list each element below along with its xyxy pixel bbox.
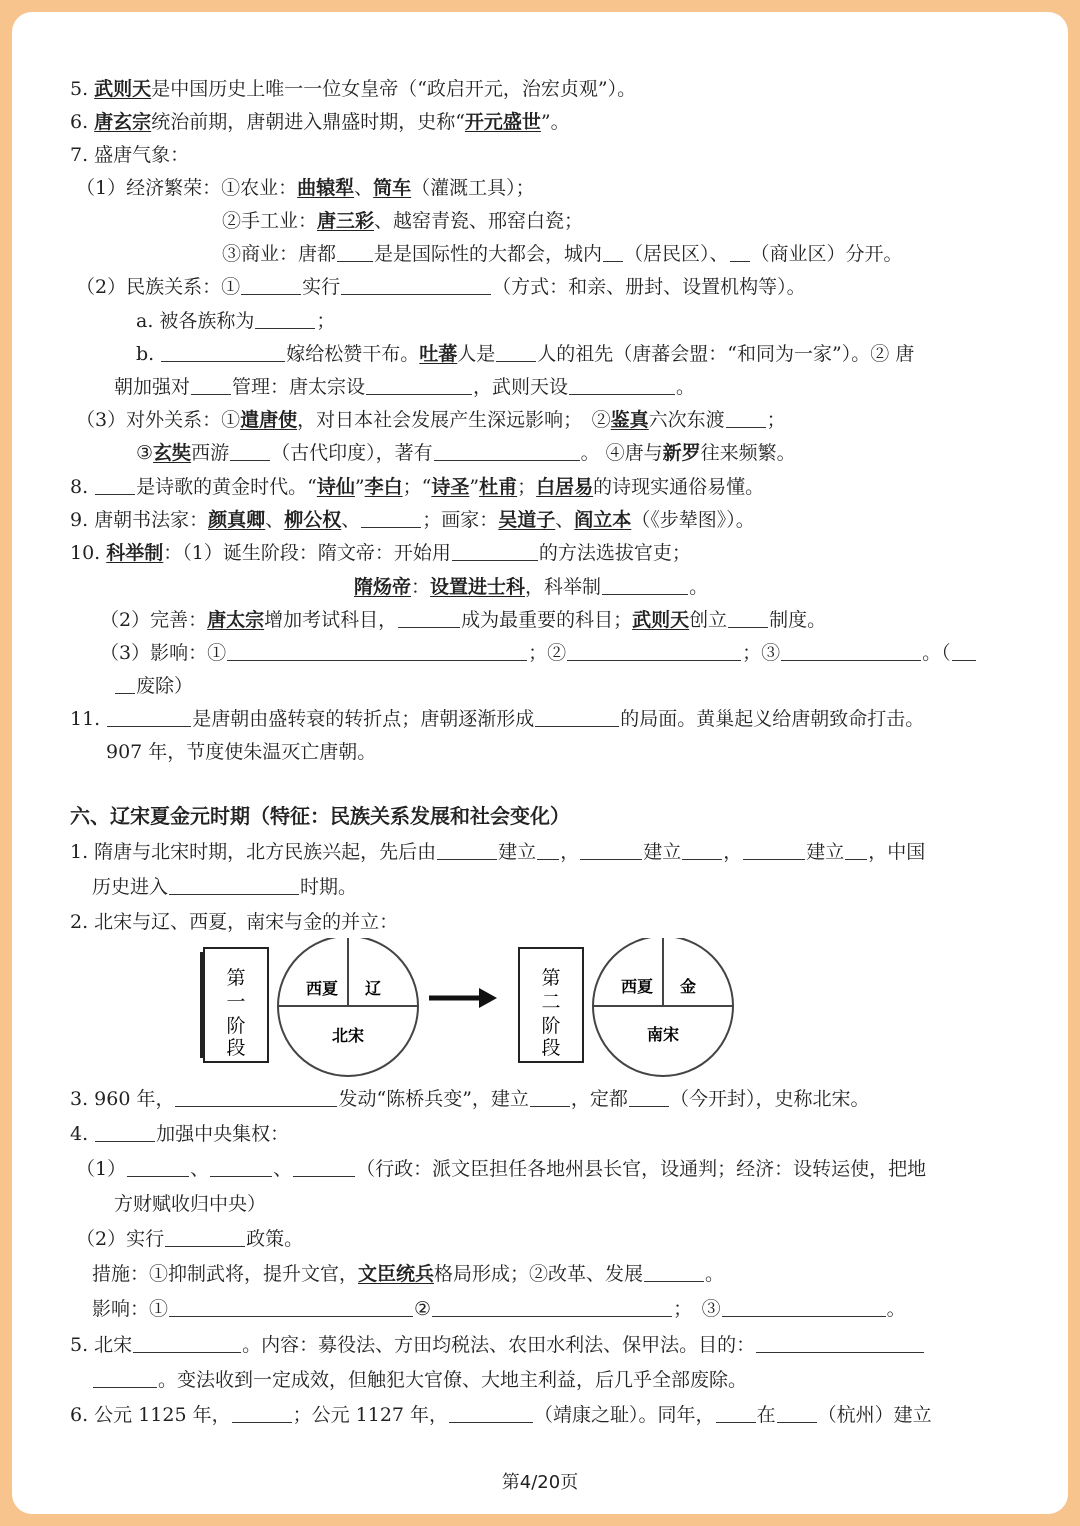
line-7-1: （1）经济繁荣：①农业：曲辕犁、筒车（灌溉工具）；	[76, 177, 535, 199]
stage2-label-b: 二	[541, 991, 561, 1013]
stage2-label-d: 段	[541, 1037, 561, 1059]
stage1-circle	[278, 938, 418, 1076]
line-s4a: （1） 、 、 （行政：派文臣担任各地州县长官，设通判；经济：设转运使，把地	[76, 1158, 927, 1180]
line-s4b: 方财赋收归中央）	[114, 1193, 267, 1215]
line-10c: （3）影响：① ；② ；③ 。（	[100, 640, 977, 666]
stage2-box	[519, 948, 583, 1062]
c1-right: 辽	[364, 979, 382, 998]
line-s5a: 。变法收到一定成效，但触犯大官僚、大地主利益，后几乎全部废除。	[92, 1367, 747, 1393]
line-7-2: （2）民族关系：① 实行 （方式：和亲、册封、设置机构等）。	[76, 276, 806, 298]
c2-right: 金	[679, 977, 697, 996]
line-7-2a: a. 被各族称为 ；	[136, 310, 336, 332]
stage2-label-c: 阶	[541, 1015, 561, 1037]
line-11: 11. 是唐朝由盛转衰的转折点；唐朝逐渐形成 的局面。黄巢起义给唐朝致命打击。	[70, 708, 925, 730]
line-s4d: 措施：①抑制武将，提升文官，文臣统兵格局形成；②改革、发展 。	[92, 1263, 725, 1285]
line-s2: 2. 北宋与辽、西夏，南宋与金的并立：	[70, 911, 399, 933]
line-10: 10. 科举制：（1）诞生阶段：隋文帝：开始用 的方法选拔官吏；	[70, 542, 691, 564]
c2-left: 西夏	[620, 977, 654, 996]
line-7-1b: ②手工业：唐三彩、越窑青瓷、邢窑白瓷；	[222, 210, 584, 232]
c2-bottom: 南宋	[646, 1025, 680, 1044]
page-number: 第4/20页	[501, 1472, 579, 1493]
stage1-label-b: 一	[226, 991, 246, 1013]
line-6: 6. 唐玄宗统治前期，唐朝进入鼎盛时期，史称“开元盛世”。	[70, 111, 570, 133]
line-10b: （2）完善：唐太宗增加考试科目， 成为最重要的科目；武则天创立 制度。	[100, 609, 827, 631]
line-s1: 1. 隋唐与北宋时期，北方民族兴起，先后由 建立 ， 建立 ， 建立 ，中国	[70, 841, 926, 863]
line-8: 8. 是诗歌的黄金时代。“诗仙”李白；“诗圣”杜甫；白居易的诗现实通俗易懂。	[70, 476, 765, 498]
line-s1a: 历史进入 时期。	[92, 876, 358, 898]
line-s6: 6. 公元 1125 年， ；公元 1127 年， （靖康之耻）。同年， 在 （杭州）建立	[70, 1404, 932, 1426]
line-7: 7. 盛唐气象：	[70, 144, 190, 166]
line-s4c: （2）实行 政策。	[76, 1228, 304, 1250]
line-7-3b: ③玄奘西游 （古代印度），著有 。 ④唐与新罗往来频繁。	[136, 442, 796, 464]
stage2-label-a: 第	[541, 967, 561, 989]
line-7-1c: ③商业：唐都 是是国际性的大都会，城内 （居民区）、 （商业区）分开。	[222, 243, 903, 265]
line-9: 9. 唐朝书法家：颜真卿、柳公权、 ；画家：吴道子、阎立本（《步辇图》）。	[70, 509, 755, 531]
line-s3: 3. 960 年， 发动“陈桥兵变”，建立 ，定都 （今开封），史称北宋。	[70, 1088, 870, 1110]
line-s5: 5. 北宋 。内容：募役法、方田均税法、农田水利法、保甲法。目的：	[70, 1332, 925, 1358]
line-10d: 废除）	[114, 673, 193, 699]
line-s4: 4. 加强中央集权：	[70, 1123, 290, 1145]
line-7-2b: b. 嫁给松赞干布。吐蕃人是 人的祖先（唐蕃会盟：“和同为一家”）。② 唐	[136, 343, 915, 365]
section-6-heading: 六、辽宋夏金元时期（特征：民族关系发展和社会变化）	[70, 804, 570, 828]
line-7-3: （3）对外关系：①遣唐使，对日本社会发展产生深远影响； ②鉴真六次东渡 ；	[76, 409, 786, 431]
arrow-icon	[429, 988, 497, 1008]
stage1-label-a: 第	[226, 967, 246, 989]
c1-left: 西夏	[305, 979, 339, 998]
line-7-2c: 朝加强对 管理：唐太宗设 ，武则天设 。	[114, 376, 696, 398]
line-s4e: 影响：① ② ； ③ 。	[92, 1298, 906, 1320]
stage1-label-c: 阶	[226, 1015, 246, 1037]
stage2-circle	[593, 938, 733, 1076]
song-liao-xia-jin-diagram	[195, 938, 745, 1078]
c1-bottom: 北宋	[331, 1026, 365, 1045]
line-11a: 907 年，节度使朱温灭亡唐朝。	[106, 741, 377, 763]
stage1-box	[200, 948, 268, 1062]
line-5: 5. 武则天是中国历史上唯一一位女皇帝（“政启开元，治宏贞观”）。	[70, 78, 637, 100]
line-10a: 隋炀帝：设置进士科，科举制 。	[354, 576, 709, 598]
stage1-label-d: 段	[226, 1037, 246, 1059]
